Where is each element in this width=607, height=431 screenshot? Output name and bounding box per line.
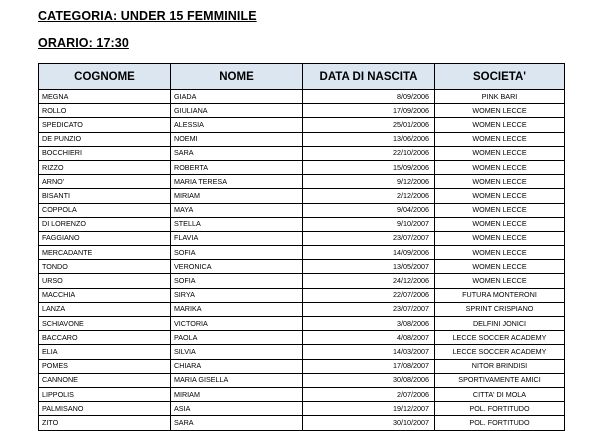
table-row (39, 246, 565, 260)
table-row (39, 387, 565, 401)
cell-name: SOFIA (171, 246, 303, 260)
cell-birth-date: 3/08/2006 (303, 317, 435, 331)
cell-birth-date: 9/10/2007 (303, 217, 435, 231)
category-title: CATEGORIA: UNDER 15 FEMMINILE (38, 9, 257, 23)
cell-birth-date: 23/07/2007 (303, 231, 435, 245)
table-row (39, 302, 565, 316)
cell-name: MARIA TERESA (171, 175, 303, 189)
table-row (39, 317, 565, 331)
cell-name: SIRYA (171, 288, 303, 302)
header-birth-date: DATA DI NASCITA (303, 64, 435, 90)
cell-birth-date: 17/08/2007 (303, 359, 435, 373)
cell-surname: SCHIAVONE (39, 317, 171, 331)
cell-name: STELLA (171, 217, 303, 231)
cell-name: SARA (171, 416, 303, 430)
cell-club: SPRINT CRISPIANO (435, 302, 565, 316)
cell-name: SARA (171, 146, 303, 160)
cell-club: WOMEN LECCE (435, 132, 565, 146)
cell-surname: CANNONE (39, 373, 171, 387)
cell-birth-date: 24/12/2006 (303, 274, 435, 288)
cell-birth-date: 14/03/2007 (303, 345, 435, 359)
cell-name: MIRIAM (171, 387, 303, 401)
cell-birth-date: 15/09/2006 (303, 160, 435, 174)
table-row (39, 288, 565, 302)
cell-surname: ELIA (39, 345, 171, 359)
table-row (39, 132, 565, 146)
cell-club: WOMEN LECCE (435, 118, 565, 132)
cell-club: WOMEN LECCE (435, 246, 565, 260)
cell-club: POL. FORTITUDO (435, 416, 565, 430)
cell-birth-date: 13/06/2006 (303, 132, 435, 146)
cell-surname: URSO (39, 274, 171, 288)
table-row (39, 260, 565, 274)
cell-name: SILVIA (171, 345, 303, 359)
table-row (39, 90, 565, 104)
table-row (39, 118, 565, 132)
cell-surname: COPPOLA (39, 203, 171, 217)
cell-surname: LANZA (39, 302, 171, 316)
cell-birth-date: 19/12/2007 (303, 402, 435, 416)
table-body (39, 90, 565, 431)
cell-club: WOMEN LECCE (435, 160, 565, 174)
cell-birth-date: 13/05/2007 (303, 260, 435, 274)
cell-name: MARIA GISELLA (171, 373, 303, 387)
table-header-row (39, 64, 565, 90)
cell-club: FUTURA MONTERONI (435, 288, 565, 302)
cell-surname: MEGNA (39, 90, 171, 104)
cell-name: GIADA (171, 90, 303, 104)
cell-club: LECCE SOCCER ACADEMY (435, 345, 565, 359)
cell-club: WOMEN LECCE (435, 189, 565, 203)
cell-birth-date: 17/09/2006 (303, 104, 435, 118)
table-row (39, 203, 565, 217)
header-club: SOCIETA' (435, 64, 565, 90)
cell-name: FLAVIA (171, 231, 303, 245)
cell-name: PAOLA (171, 331, 303, 345)
table-row (39, 160, 565, 174)
cell-birth-date: 25/01/2006 (303, 118, 435, 132)
cell-club: DELFINI JONICI (435, 317, 565, 331)
cell-birth-date: 9/12/2006 (303, 175, 435, 189)
table-row (39, 274, 565, 288)
table-row (39, 345, 565, 359)
cell-surname: PALMISANO (39, 402, 171, 416)
schedule-time: ORARIO: 17:30 (38, 36, 129, 50)
cell-club: WOMEN LECCE (435, 104, 565, 118)
cell-surname: MERCADANTE (39, 246, 171, 260)
cell-club: CITTA' DI MOLA (435, 387, 565, 401)
table-row (39, 373, 565, 387)
cell-name: VERONICA (171, 260, 303, 274)
cell-birth-date: 9/04/2006 (303, 203, 435, 217)
cell-name: VICTORIA (171, 317, 303, 331)
cell-surname: POMES (39, 359, 171, 373)
header-name: NOME (171, 64, 303, 90)
cell-club: WOMEN LECCE (435, 274, 565, 288)
cell-club: LECCE SOCCER ACADEMY (435, 331, 565, 345)
cell-name: GIULIANA (171, 104, 303, 118)
cell-birth-date: 14/09/2006 (303, 246, 435, 260)
cell-name: ALESSIA (171, 118, 303, 132)
players-table (38, 63, 565, 431)
cell-birth-date: 4/08/2007 (303, 331, 435, 345)
cell-surname: MACCHIA (39, 288, 171, 302)
cell-birth-date: 23/07/2007 (303, 302, 435, 316)
table-row (39, 189, 565, 203)
cell-name: ASIA (171, 402, 303, 416)
cell-surname: RIZZO (39, 160, 171, 174)
table-row (39, 217, 565, 231)
cell-name: MAYA (171, 203, 303, 217)
cell-club: PINK BARI (435, 90, 565, 104)
cell-club: NITOR BRINDISI (435, 359, 565, 373)
table-row (39, 146, 565, 160)
cell-birth-date: 8/09/2006 (303, 90, 435, 104)
table-row (39, 175, 565, 189)
cell-surname: BACCARO (39, 331, 171, 345)
cell-surname: ROLLO (39, 104, 171, 118)
table-row (39, 231, 565, 245)
cell-name: CHIARA (171, 359, 303, 373)
table-row (39, 359, 565, 373)
cell-club: WOMEN LECCE (435, 203, 565, 217)
cell-surname: LIPPOLIS (39, 387, 171, 401)
table-row (39, 104, 565, 118)
cell-name: MIRIAM (171, 189, 303, 203)
cell-birth-date: 22/10/2006 (303, 146, 435, 160)
cell-name: MARIKA (171, 302, 303, 316)
cell-birth-date: 2/07/2006 (303, 387, 435, 401)
table-row (39, 331, 565, 345)
cell-club: WOMEN LECCE (435, 217, 565, 231)
header-surname: COGNOME (39, 64, 171, 90)
cell-surname: ZITO (39, 416, 171, 430)
cell-birth-date: 2/12/2006 (303, 189, 435, 203)
cell-club: WOMEN LECCE (435, 146, 565, 160)
cell-club: WOMEN LECCE (435, 260, 565, 274)
cell-club: SPORTIVAMENTE AMICI (435, 373, 565, 387)
cell-name: SOFIA (171, 274, 303, 288)
cell-name: NOEMI (171, 132, 303, 146)
table-row (39, 402, 565, 416)
cell-name: ROBERTA (171, 160, 303, 174)
cell-club: WOMEN LECCE (435, 175, 565, 189)
cell-surname: TONDO (39, 260, 171, 274)
cell-club: WOMEN LECCE (435, 231, 565, 245)
cell-surname: BOCCHIERI (39, 146, 171, 160)
cell-surname: SPEDICATO (39, 118, 171, 132)
cell-club: POL. FORTITUDO (435, 402, 565, 416)
cell-surname: ARNO' (39, 175, 171, 189)
cell-birth-date: 22/07/2006 (303, 288, 435, 302)
cell-surname: FAGGIANO (39, 231, 171, 245)
cell-surname: BISANTI (39, 189, 171, 203)
cell-surname: DI LORENZO (39, 217, 171, 231)
cell-birth-date: 30/08/2006 (303, 373, 435, 387)
cell-birth-date: 30/10/2007 (303, 416, 435, 430)
table-row (39, 416, 565, 430)
cell-surname: DE PUNZIO (39, 132, 171, 146)
